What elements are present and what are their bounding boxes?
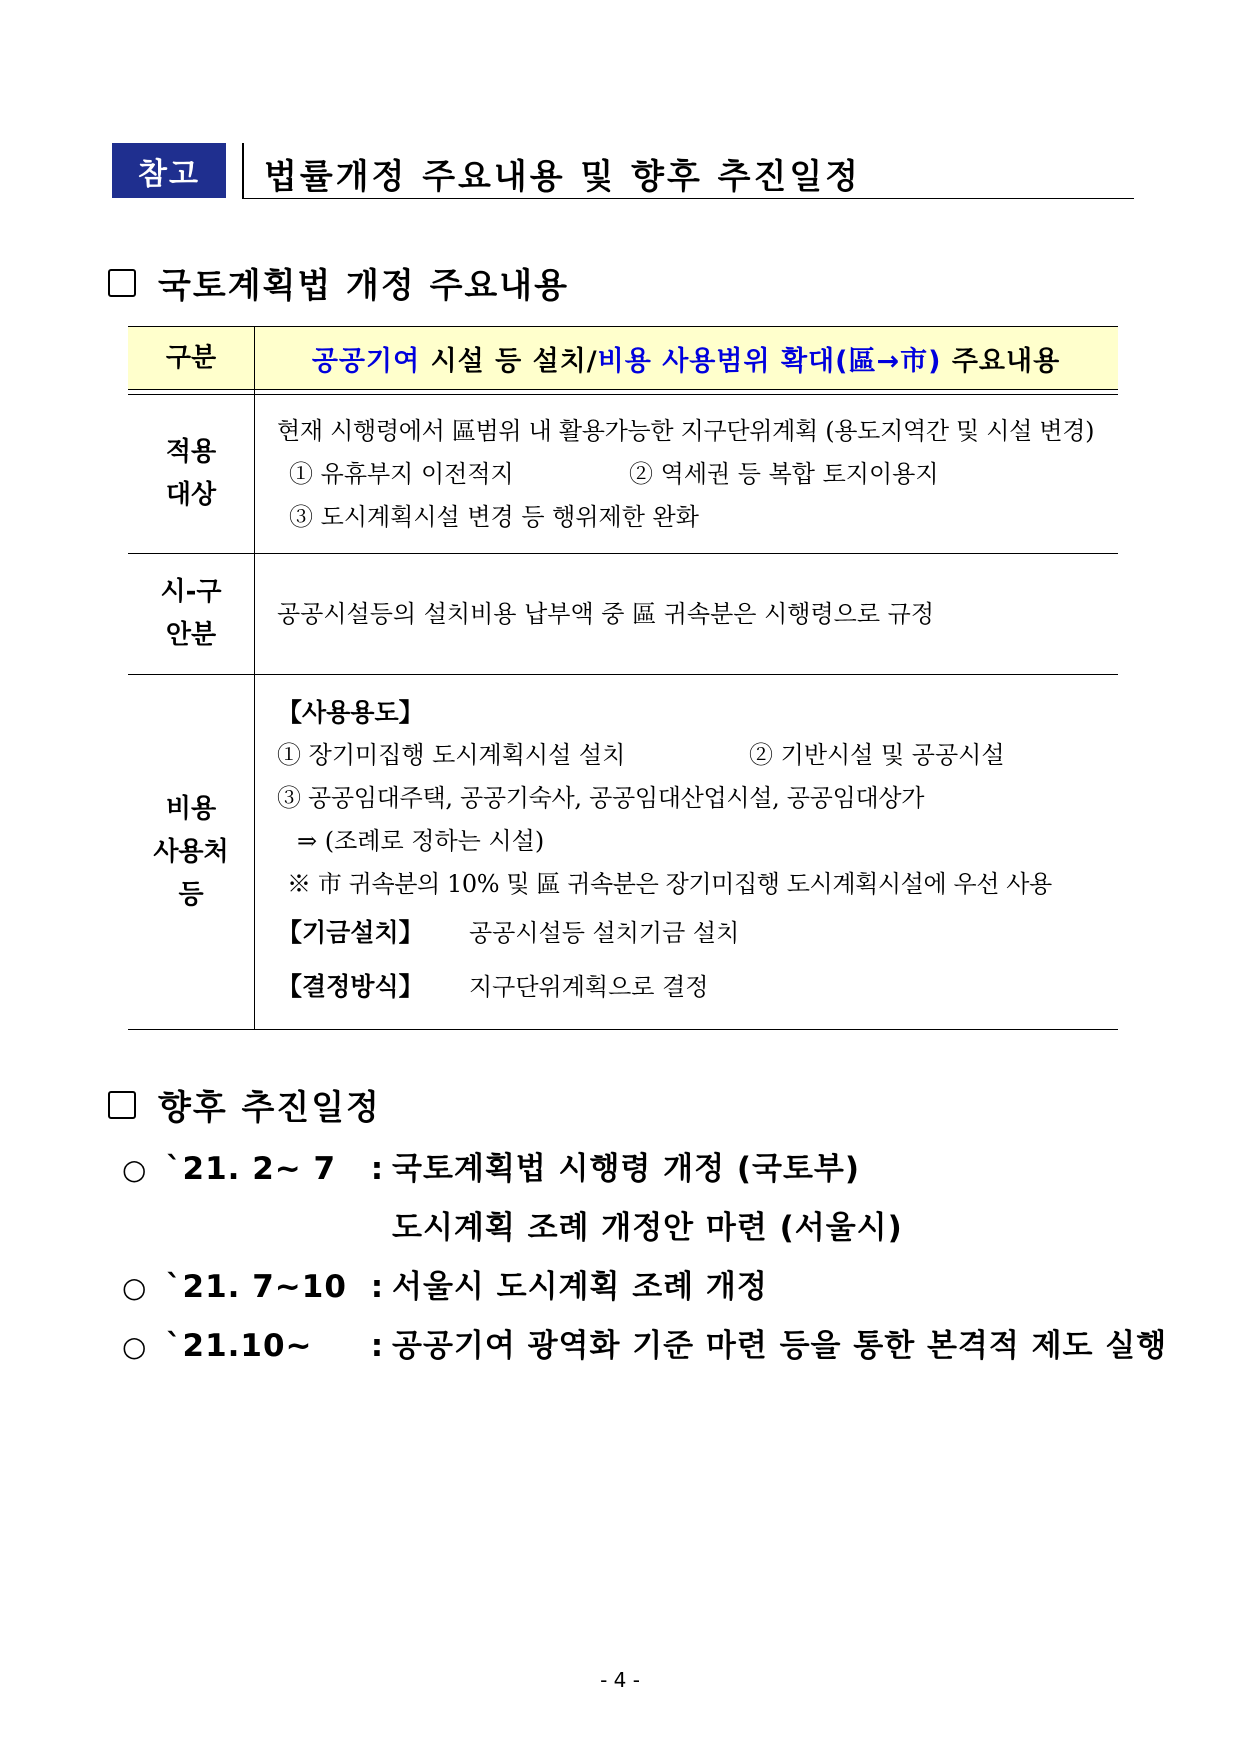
header-part-4: 주요내용: [941, 345, 1061, 377]
row-label-line: 시-구: [160, 577, 222, 607]
header-category: 구분: [128, 327, 255, 390]
scope-item-3: ③ 도시계획시설 변경 등 행위제한 완화: [289, 502, 699, 531]
schedule-item: [122, 1202, 903, 1247]
split-description: 공공시설등의 설치비용 납부액 중 區 귀속분은 시행령으로 규정: [277, 599, 935, 628]
header-part-1: 공공기여: [311, 345, 421, 377]
schedule-text: 국토계획법 시행령 개정 (국토부): [392, 1151, 861, 1187]
reference-title-box: [242, 143, 1134, 199]
scope-item-2: ② 역세권 등 복합 토지이용지: [629, 459, 939, 488]
scope-items-line: [277, 453, 1117, 496]
table-header-row: [128, 327, 1118, 390]
usage-item-4: ⇒ (조례로 정하는 시설): [297, 826, 545, 855]
schedule-item: [122, 1261, 768, 1306]
decision-label: 【결정방식】: [277, 971, 424, 1001]
schedule-colon: :: [370, 1151, 384, 1187]
header-part-3: 비용 사용범위 확대(區→市): [597, 345, 942, 377]
usage-item-1: ① 장기미집행 도시계획시설 설치: [277, 740, 626, 769]
schedule-text: 서울시 도시계획 조례 개정: [392, 1269, 768, 1305]
usage-heading: 【사용용도】: [277, 697, 424, 727]
row-label-usage: [128, 675, 255, 1030]
scope-description: 현재 시행령에서 區범위 내 활용가능한 지구단위계획 (용도지역간 및 시설 변경): [277, 416, 1095, 445]
row-content-scope: [255, 395, 1119, 554]
row-content-usage: [255, 675, 1119, 1030]
fund-text: 공공시설등 설치기금 설치: [469, 918, 740, 947]
circle-bullet-icon: ○: [122, 1330, 147, 1363]
schedule-date: `21. 2~ 7: [166, 1151, 337, 1187]
usage-note: ※ 市 귀속분의 10% 및 區 귀속분은 장기미집행 도시계획시설에 우선 사용: [287, 869, 1052, 898]
section-heading-schedule: [108, 1080, 381, 1129]
row-content-split: [255, 554, 1119, 675]
decision-text: 지구단위계획으로 결정: [469, 972, 709, 1001]
usage-line-1: [277, 734, 1117, 777]
schedule-colon: :: [370, 1269, 384, 1305]
checkbox-square-icon: [108, 1091, 136, 1119]
section-heading-text: 향후 추진일정: [158, 1088, 381, 1128]
header-part-2: 시설 등 설치/: [420, 345, 598, 377]
table-row-split: [128, 554, 1118, 675]
page-title: 법률개정 주요내용 및 향후 추진일정: [264, 157, 862, 197]
circle-bullet-icon: ○: [122, 1153, 147, 1186]
decision-line: [277, 960, 1117, 1014]
table-row-usage: [128, 675, 1118, 1030]
fund-label: 【기금설치】: [277, 917, 424, 947]
row-label-scope: [128, 395, 255, 554]
row-label-line: 비용: [165, 793, 217, 824]
page-number: - 4 -: [600, 1668, 640, 1692]
schedule-date: `21.10~: [166, 1328, 313, 1364]
section-heading-text: 국토계획법 개정 주요내용: [158, 266, 569, 306]
header-content: [255, 327, 1119, 390]
schedule-text: 도시계획 조례 개정안 마련 (서울시): [392, 1210, 903, 1246]
schedule-item: [122, 1320, 1167, 1365]
row-label-split: [128, 554, 255, 675]
section-heading-amendments: [108, 258, 569, 307]
table-row-scope: [128, 395, 1118, 554]
row-label-line: 안분: [165, 620, 217, 650]
row-label-line: 적용: [165, 437, 217, 467]
amendment-table: [128, 326, 1118, 1030]
schedule-item: [122, 1143, 860, 1188]
scope-item-1: ① 유휴부지 이전적지: [289, 459, 514, 488]
reference-badge: 참고: [112, 143, 226, 198]
row-label-line: 대상: [165, 480, 217, 510]
row-label-line: 사용처: [153, 836, 229, 867]
fund-line: [277, 906, 1117, 960]
usage-item-2: ② 기반시설 및 공공시설: [749, 740, 1005, 769]
usage-item-3: ③ 공공임대주택, 공공기숙사, 공공임대산업시설, 공공임대상가: [277, 783, 925, 812]
schedule-date: `21. 7~10: [166, 1269, 347, 1305]
row-label-line: 등: [178, 879, 204, 910]
schedule-colon: :: [370, 1328, 384, 1364]
schedule-text: 공공기여 광역화 기준 마련 등을 통한 본격적 제도 실행: [392, 1328, 1168, 1364]
circle-bullet-icon: ○: [122, 1271, 147, 1304]
checkbox-square-icon: [108, 269, 136, 297]
